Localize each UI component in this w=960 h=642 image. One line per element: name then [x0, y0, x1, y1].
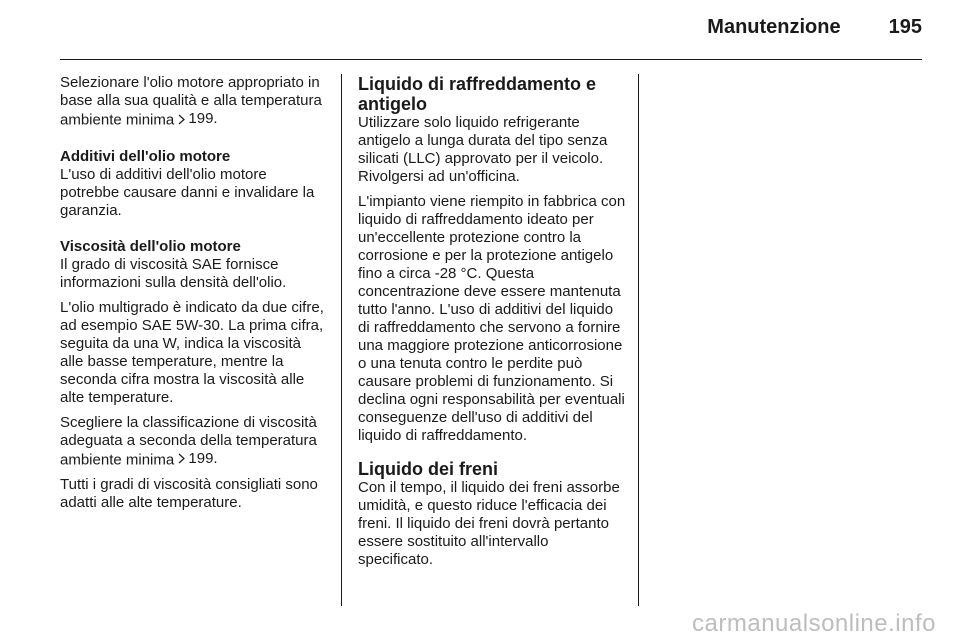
- page-reference-link[interactable]: 199.: [178, 110, 217, 128]
- page-title: Manutenzione: [707, 16, 841, 38]
- viscosity-paragraph-3: Scegliere la classificazione di viscosità adeguata a seconda della temperatura ambiente minima 199.: [60, 413, 317, 468]
- column-divider-left: [341, 74, 342, 606]
- additives-paragraph: L'uso di additivi dell'olio motore potrebbe causare danni e invalidare la garanzia.: [60, 165, 315, 219]
- brake-fluid-paragraph: Con il tempo, il liquido dei freni assorbe umidità, e questo riduce l'efficacia dei freni. Il liquido dei freni dovrà pertanto essere sostituito all'intervallo specificato.: [358, 479, 620, 568]
- header-divider: [60, 59, 922, 60]
- viscosity-paragraph-2: L'olio multigrado è indicato da due cifre, ad esempio SAE 5W-30. La prima cifra, seguita da una W, indica la viscosità alle basse temperature, mentre la seconda cifra mostra la viscosità alle alte temperature.: [60, 298, 324, 406]
- coolant-heading: Liquido di raffreddamento e antigelo: [358, 74, 597, 114]
- page-number: 195: [888, 16, 922, 38]
- viscosity-paragraph-1: Il grado di viscosità SAE fornisce informazioni sulla densità dell'olio.: [60, 255, 287, 291]
- viscosity-heading: Viscosità dell'olio motore: [60, 237, 241, 255]
- column-divider-right: [638, 74, 639, 606]
- watermark: carmanualsonline.info: [692, 610, 936, 637]
- oil-selection-paragraph: Selezionare l'olio motore appropriato in base alla sua qualità e alla temperatura ambiente minima 199.: [60, 74, 322, 129]
- middle-column: [358, 74, 626, 569]
- additives-heading: Additivi dell'olio motore: [60, 147, 231, 165]
- page-reference-link[interactable]: 199.: [178, 450, 217, 468]
- brake-fluid-heading: Liquido dei freni: [358, 459, 498, 479]
- viscosity-paragraph-4: Tutti i gradi di viscosità consigliati sono adatti alle alte temperature.: [60, 476, 318, 511]
- page-header: [707, 16, 922, 39]
- left-column: [60, 74, 328, 512]
- arrow-reference-icon: [178, 114, 185, 125]
- coolant-paragraph-2: L'impianto viene riempito in fabbrica con liquido di raffreddamento ideato per un'eccellente protezione contro la corrosione e per la protezione antigelo fino a circa -28 °C. Questa concentrazione deve essere mantenuta tutto l'anno. L'uso di additivi del liquido di raffreddamento che servono a fornire una maggiore protezione anticorrosione o una tenuta contro le perdite può causare problemi di funzionamento. Si declina ogni responsabilità per eventuali conseguenze dell'uso di additivi del liquido di raffreddamento.: [358, 193, 626, 444]
- coolant-paragraph-1: Utilizzare solo liquido refrigerante antigelo a lunga durata del tipo senza silicati (LLC) approvato per il veicolo. Rivolgersi ad un'officina.: [358, 114, 608, 185]
- arrow-reference-icon: [178, 453, 185, 464]
